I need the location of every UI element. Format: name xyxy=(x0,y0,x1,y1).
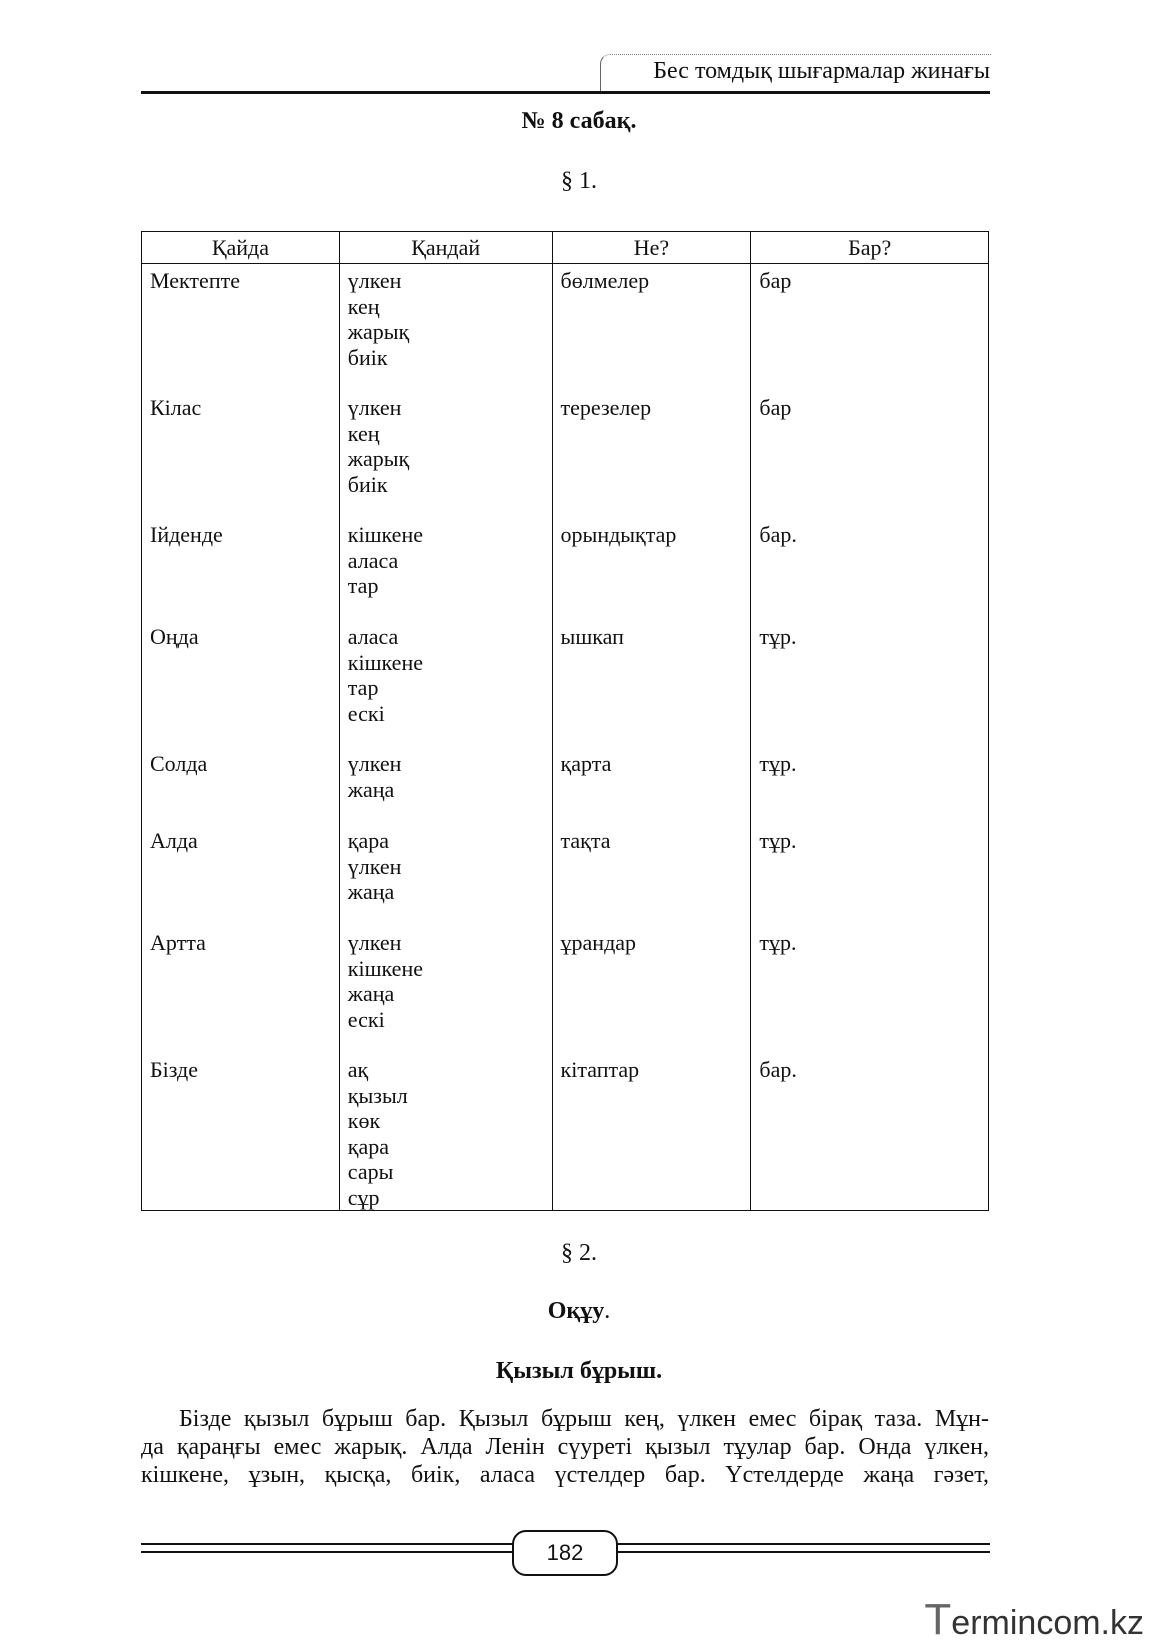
adjective-word: ақ xyxy=(347,1057,369,1082)
adjective-word: ескі xyxy=(347,1006,385,1032)
table-row xyxy=(142,824,989,926)
cell-what: қарта xyxy=(552,747,751,824)
adjective-word: сұр xyxy=(347,1184,380,1210)
cell-exists: тұр. xyxy=(751,620,989,747)
cell-adjectives xyxy=(339,1053,552,1211)
adjective-word: биік xyxy=(347,344,388,370)
cell-adjectives xyxy=(339,518,552,620)
adjective-word: жарық xyxy=(347,446,410,471)
adjective-word: жаңа xyxy=(347,879,395,904)
story-title: Қызыл бұрыш. xyxy=(495,1358,663,1384)
adjective-word: тар xyxy=(347,573,379,598)
adjective-word: ескі xyxy=(347,700,385,726)
table-header-row xyxy=(142,232,989,264)
cell-where: Кілас xyxy=(142,391,340,518)
footer-rule-left xyxy=(141,1543,514,1553)
watermark-text: ermincom.kz xyxy=(951,1604,1144,1642)
reading-label: Оқұу xyxy=(547,1298,605,1324)
section-2-heading: § 2. xyxy=(561,1240,597,1266)
watermark-initial: T xyxy=(924,1595,952,1644)
paragraph-line: кішкене, ұзын, қысқа, биік, аласа үстелдер бар. Үстелдерде жаңа гәзет, xyxy=(141,1462,989,1488)
cell-what: кітаптар xyxy=(552,1053,751,1211)
cell-what: терезелер xyxy=(552,391,751,518)
adjective-word: көк xyxy=(347,1108,381,1133)
adjective-word: үлкен xyxy=(347,751,402,776)
table-row xyxy=(142,1053,989,1211)
cell-adjectives xyxy=(339,620,552,747)
header-rule xyxy=(141,91,990,94)
adjective-word: кішкене xyxy=(347,649,423,675)
cell-where: Iйденде xyxy=(142,518,340,620)
adjective-word: кішкене xyxy=(347,955,423,981)
adjective-word: қара xyxy=(347,1133,390,1159)
adjective-word: үлкен xyxy=(347,853,402,879)
table-row xyxy=(142,926,989,1053)
cell-adjectives xyxy=(339,747,552,824)
reading-dot: . xyxy=(604,1298,611,1324)
cell-adjectives xyxy=(339,926,552,1053)
cell-exists: тұр. xyxy=(751,747,989,824)
table-row xyxy=(142,747,989,824)
cell-what: тақта xyxy=(552,824,751,926)
cell-exists: тұр. xyxy=(751,926,989,1053)
footer-rule-right xyxy=(612,1543,990,1553)
table-row xyxy=(142,518,989,620)
adjective-word: кішкене xyxy=(347,522,423,547)
watermark-logo xyxy=(924,1595,1144,1645)
reading-heading xyxy=(0,1298,1158,1325)
adjective-word: жаңа xyxy=(347,776,395,802)
table-row xyxy=(142,391,989,518)
adjective-word: қызыл xyxy=(347,1082,408,1108)
cell-adjectives xyxy=(339,824,552,926)
adjective-word: тар xyxy=(347,675,379,700)
adjective-word: кең xyxy=(347,420,380,446)
cell-where: Бізде xyxy=(142,1053,340,1211)
cell-what: орындықтар xyxy=(552,518,751,620)
cell-what: ұрандар xyxy=(552,926,751,1053)
adjective-word: сары xyxy=(347,1159,394,1184)
cell-where: Мектепте xyxy=(142,264,340,392)
column-header: Қандай xyxy=(339,232,552,264)
adjective-word: аласа xyxy=(347,547,399,573)
adjective-word: жарық xyxy=(347,319,410,344)
column-header: Не? xyxy=(552,232,751,264)
cell-where: Оңда xyxy=(142,620,340,747)
table-row xyxy=(142,620,989,747)
lesson-title: № 8 сабақ. xyxy=(521,108,637,134)
column-header: Қайда xyxy=(142,232,340,264)
cell-where: Солда xyxy=(142,747,340,824)
adjective-word: биік xyxy=(347,471,388,497)
cell-where: Алда xyxy=(142,824,340,926)
cell-exists: бар. xyxy=(751,1053,989,1211)
adjective-word: қара xyxy=(347,828,390,853)
cell-exists: бар. xyxy=(751,518,989,620)
cell-exists: бар xyxy=(751,391,989,518)
adjective-word: үлкен xyxy=(347,930,402,955)
running-header-title: Бес томдық шығармалар жинағы xyxy=(653,58,990,84)
section-1-heading: § 1. xyxy=(561,168,597,194)
paragraph-line: Бізде қызыл бұрыш бар. Қызыл бұрыш кең, үлкен емес бірақ таза. Мұн- xyxy=(179,1406,989,1432)
cell-what: бөлмелер xyxy=(552,264,751,392)
cell-what: ышкап xyxy=(552,620,751,747)
column-header: Бар? xyxy=(751,232,989,264)
cell-exists: тұр. xyxy=(751,824,989,926)
vocabulary-table xyxy=(141,231,989,1211)
cell-exists: бар xyxy=(751,264,989,392)
story-paragraph xyxy=(141,1405,989,1489)
adjective-word: үлкен xyxy=(347,268,402,293)
cell-adjectives xyxy=(339,391,552,518)
paragraph-line: да қараңғы емес жарық. Алда Ленін сүуреті қызыл тұулар бар. Онда үлкен, xyxy=(141,1434,989,1460)
adjective-word: жаңа xyxy=(347,981,395,1006)
adjective-word: кең xyxy=(347,293,380,319)
adjective-word: үлкен xyxy=(347,395,402,420)
page-number: 182 xyxy=(512,1530,618,1576)
cell-where: Артта xyxy=(142,926,340,1053)
table-row xyxy=(142,264,989,392)
cell-adjectives xyxy=(339,264,552,392)
adjective-word: аласа xyxy=(347,624,399,649)
